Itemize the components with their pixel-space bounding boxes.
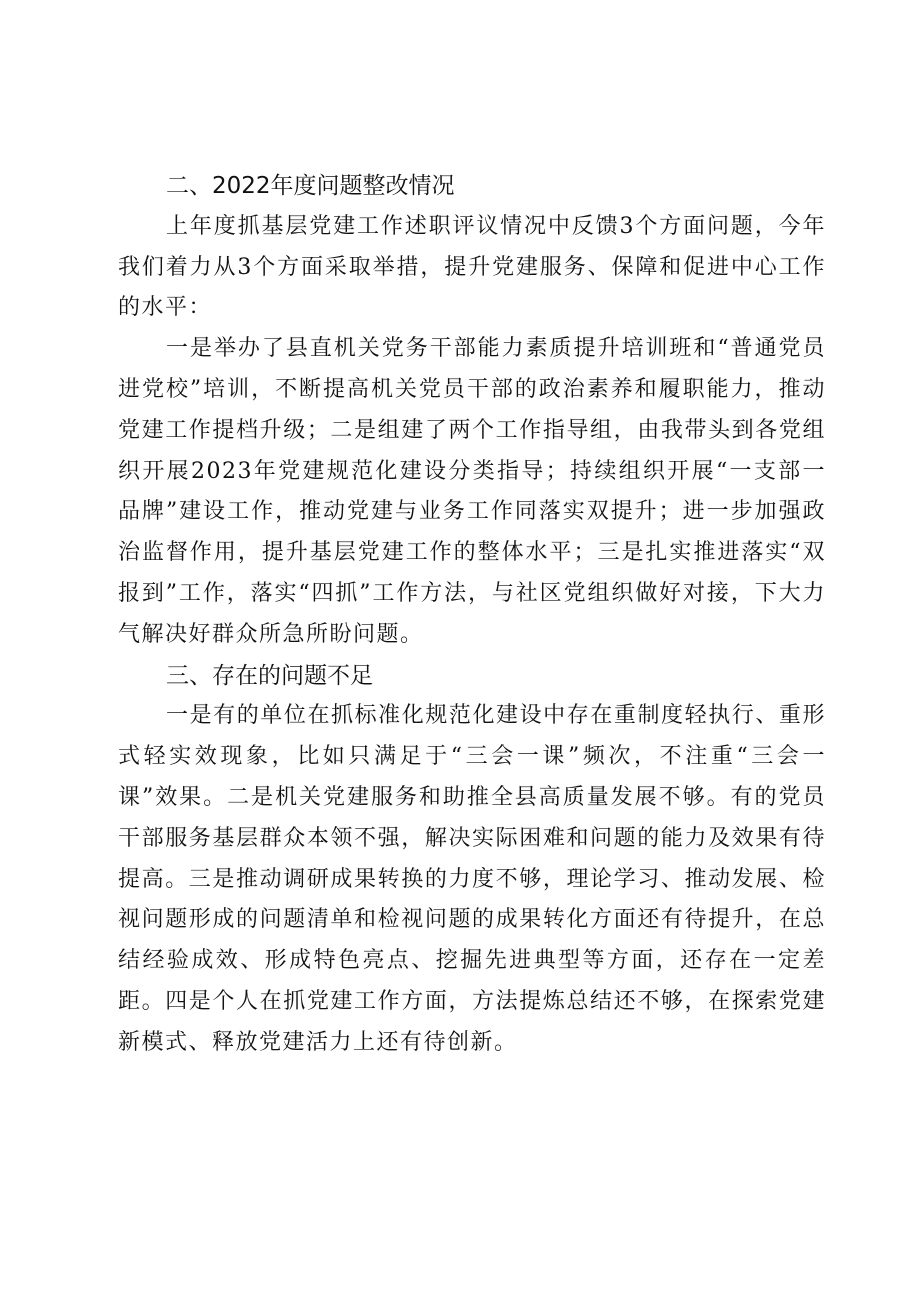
- paragraph-rectification-measures: 一是举办了县直机关党务干部能力素质提升培训班和“普通党员进党校”培训，不断提高机关党员干部的政治素养和履职能力，推动党建工作提档升级；二是组建了两个工作指导组，由我带头到各党组织开展2023年党建规范化建设分类指导；持续组织开展“一支部一品牌”建设工作，推动党建与业务工作同落实双提升；进一步加强政治监督作用，提升基层党建工作的整体水平；三是扎实推进落实“双报到”工作，落实“四抓”工作方法，与社区党组织做好对接，下大力气解决好群众所急所盼问题。: [118, 336, 826, 647]
- section-heading-2022-rectification: 二、2022年度问题整改情况: [166, 173, 455, 199]
- paragraph-feedback-summary: 上年度抓基层党建工作述职评议情况中反馈3个方面问题，今年我们着力从3个方面采取举措，提升党建服务、保障和促进中心工作的水平：: [118, 213, 826, 321]
- paragraph-existing-problems: 一是有的单位在抓标准化规范化建设中存在重制度轻执行、重形式轻实效现象，比如只满足于“三会一课”频次，不注重“三会一课”效果。二是机关党建服务和助推全县高质量发展不够。有的党员干部服务基层群众本领不强，解决实际困难和问题的能力及效果有待提高。三是推动调研成果转换的力度不够，理论学习、推动发展、检视问题形成的问题清单和检视问题的成果转化方面还有待提升，在总结经验成效、形成特色亮点、挖掘先进典型等方面，还存在一定差距。四是个人在抓党建工作方面，方法提炼总结还不够，在探索党建新模式、释放党建活力上还有待创新。: [118, 703, 826, 1055]
- document-body: [118, 166, 826, 1064]
- section-heading-existing-problems: 三、存在的问题不足: [166, 662, 373, 689]
